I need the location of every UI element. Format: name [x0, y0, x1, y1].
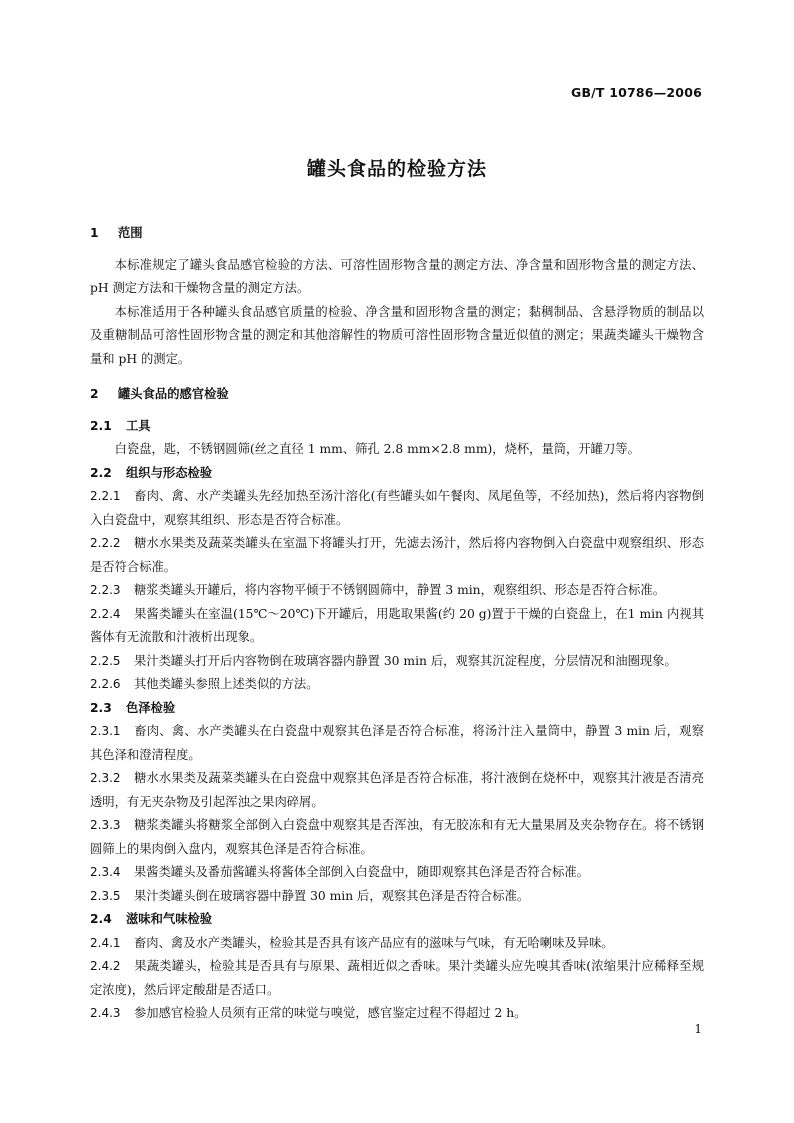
section-title: 范围 [118, 226, 143, 240]
clause-text: 果酱类罐头在室温(15℃～20℃)下开罐后，用匙取果酱(约 20 g)置于干燥的白瓷盘上，在1 min 内视其酱体有无流散和汁液析出现象。 [90, 606, 704, 644]
section-number: 2.3 [90, 700, 112, 715]
section-title: 滋味和气味检验 [126, 912, 213, 926]
clause-text: 其他类罐头参照上述类似的方法。 [134, 677, 319, 691]
clause-text: 果汁类罐头倒在玻璃容器中静置 30 min 后，观察其色泽是否符合标准。 [134, 888, 530, 903]
section-2-heading [90, 383, 704, 407]
clause-2-3-1 [90, 720, 704, 767]
clause-number: 2.4.2 [90, 959, 121, 973]
section-number: 2.2 [90, 465, 112, 480]
clause-number: 2.2.6 [90, 677, 121, 691]
clause-text: 果汁类罐头打开后内容物倒在玻璃容器内静置 30 min 后，观察其沉淀程度，分层情况和油圈现象。 [134, 653, 677, 668]
clause-number: 2.4.3 [90, 1006, 121, 1020]
clause-number: 2.2.1 [90, 489, 121, 503]
scope-paragraph-1: 本标准规定了罐头食品感官检验的方法、可溶性固形物含量的测定方法、净含量和固形物含量的测定方法、pH 测定方法和干燥物含量的测定方法。 [90, 257, 704, 295]
tools-paragraph: 白瓷盘，匙，不锈钢圆筛(丝之直径 1 mm、筛孔 2.8 mm×2.8 mm)，烧杯，量筒，开罐刀等。 [114, 442, 640, 456]
clause-number: 2.2.4 [90, 606, 121, 621]
section-2-3-heading [90, 697, 704, 721]
clause-2-3-2 [90, 767, 704, 814]
section-2-1-heading [90, 415, 704, 439]
clause-text: 畜肉、禽、水产类罐头在白瓷盘中观察其色泽是否符合标准，将汤汁注入量筒中，静置 3 min 后，观察其色泽和澄清程度。 [90, 724, 704, 762]
section-title: 色泽检验 [126, 700, 176, 715]
document-title: 罐头食品的检验方法 [306, 158, 487, 180]
clause-2-3-4 [90, 861, 704, 885]
clause-2-2-6 [90, 673, 704, 697]
clause-text: 畜肉、禽及水产类罐头，检验其是否具有该产品应有的滋味与气味，有无哈喇味及异味。 [134, 935, 614, 950]
section-title: 组织与形态检验 [126, 465, 213, 480]
clause-number: 2.2.5 [90, 653, 121, 668]
section-title: 罐头食品的感官检验 [118, 387, 229, 401]
document-body [90, 222, 704, 1026]
section-number: 2.4 [90, 912, 112, 926]
clause-text: 参加感官检验人员须有正常的味觉与嗅觉，感官鉴定过程不得超过 2 h。 [134, 1006, 527, 1020]
section-number: 2.1 [90, 418, 112, 433]
section-2-4-heading [90, 908, 704, 932]
clause-2-2-4 [90, 603, 704, 650]
scope-paragraph-2: 本标准适用于各种罐头食品感官质量的检验、净含量和固形物含量的测定；黏稠制品、含悬浮物质的制品以及重糖制品可溶性固形物含量的测定和其他溶解性的物质可溶性固形物含量近似值的测定；果蔬类罐头干燥物含量和 pH 的测定。 [90, 304, 704, 366]
clause-2-2-2 [90, 532, 704, 579]
clause-text: 畜肉、禽、水产类罐头先经加热至汤汁溶化(有些罐头如午餐肉、凤尾鱼等，不经加热)，然后将内容物倒入白瓷盘中，观察其组织、形态是否符合标准。 [90, 489, 704, 527]
section-title: 工具 [126, 418, 151, 433]
clause-number: 2.2.3 [90, 583, 121, 597]
clause-number: 2.4.1 [90, 935, 121, 950]
clause-number: 2.3.4 [90, 865, 121, 879]
clause-text: 糖水水果类及蔬菜类罐头在室温下将罐头打开，先滤去汤汁，然后将内容物倒入白瓷盘中观察组织、形态是否符合标准。 [90, 536, 704, 574]
clause-text: 糖浆类罐头将糖浆全部倒入白瓷盘中观察其是否浑浊，有无胶冻和有无大量果屑及夹杂物存在。将不锈钢圆筛上的果肉倒入盘内，观察其色泽是否符合标准。 [90, 818, 704, 856]
section-2-2-heading [90, 462, 704, 486]
clause-text: 糖水水果类及蔬菜类罐头在白瓷盘中观察其色泽是否符合标准，将汁液倒在烧杯中，观察其汁液是否清亮透明，有无夹杂物及引起浑浊之果肉碎屑。 [90, 771, 704, 809]
clause-2-4-1 [90, 932, 704, 956]
clause-text: 果酱类罐头及番茄酱罐头将酱体全部倒入白瓷盘中，随即观察其色泽是否符合标准。 [134, 865, 589, 879]
section-number: 2 [90, 387, 99, 401]
clause-2-3-5 [90, 885, 704, 909]
standard-code: GB/T 10786—2006 [570, 85, 702, 100]
clause-text: 果蔬类罐头，检验其是否具有与原果、蔬相近似之香味。果汁类罐头应先嗅其香味(浓缩果汁应稀释至规定浓度)，然后评定酸甜是否适口。 [90, 959, 704, 997]
clause-number: 2.3.5 [90, 888, 121, 903]
clause-number: 2.3.3 [90, 818, 121, 832]
section-1-heading [90, 222, 704, 246]
clause-2-4-2 [90, 955, 704, 1002]
clause-number: 2.3.1 [90, 724, 121, 738]
clause-number: 2.2.2 [90, 536, 121, 550]
clause-2-2-1 [90, 485, 704, 532]
clause-2-4-3 [90, 1002, 704, 1026]
clause-number: 2.3.2 [90, 771, 121, 785]
clause-2-3-3 [90, 814, 704, 861]
clause-text: 糖浆类罐头开罐后，将内容物平倾于不锈钢圆筛中，静置 3 min，观察组织、形态是否符合标准。 [134, 583, 666, 597]
clause-2-2-3 [90, 579, 704, 603]
section-number: 1 [90, 226, 99, 240]
clause-2-2-5 [90, 650, 704, 674]
page-number: 1 [694, 1022, 702, 1036]
